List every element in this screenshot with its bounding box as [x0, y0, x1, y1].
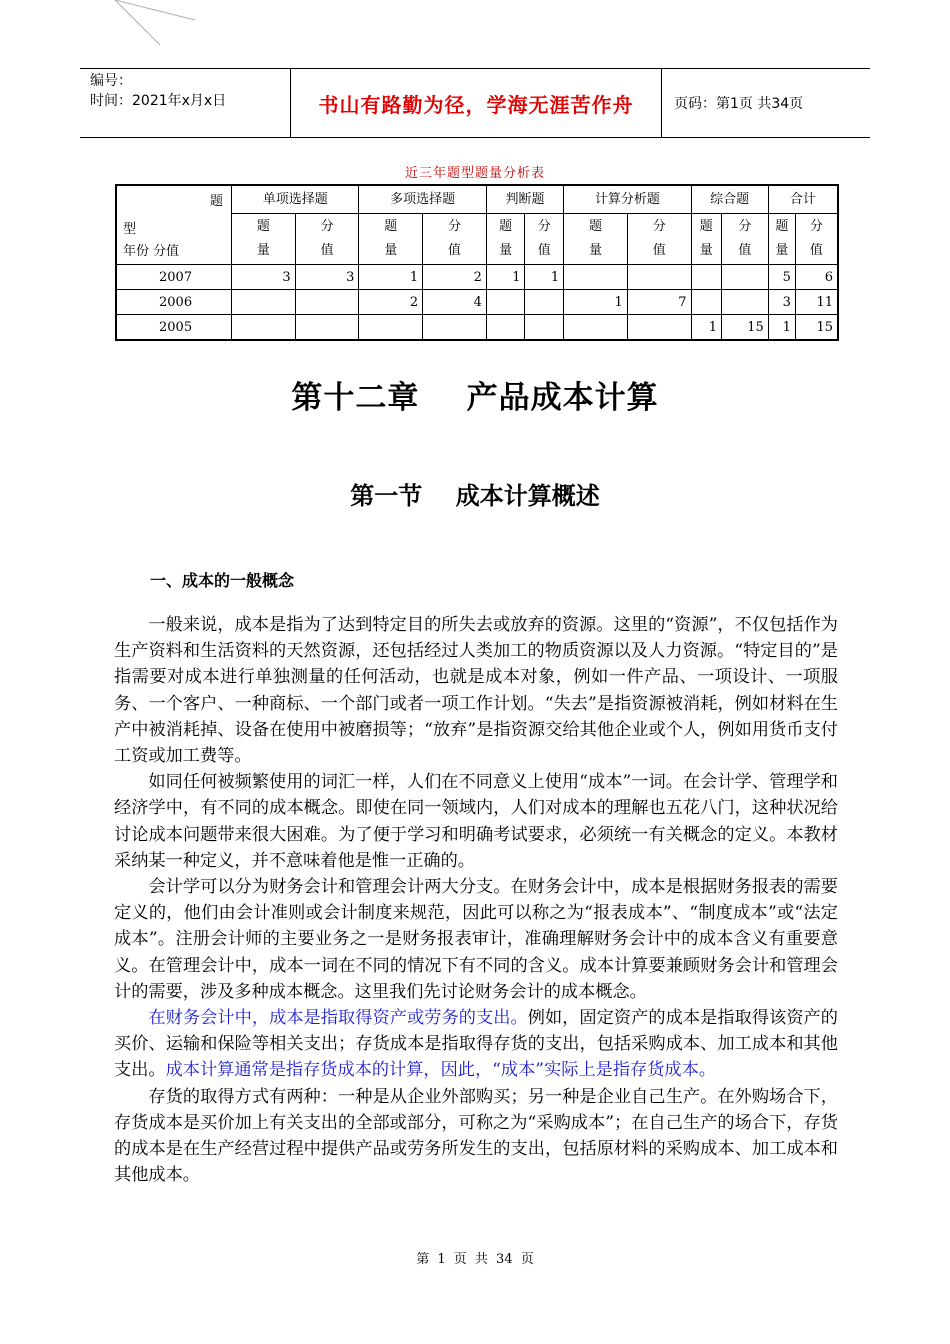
paragraph: 存货的取得方式有两种：一种是从企业外部购买；另一种是企业自己生产。在外购场合下，存货成本是买价加上有关支出的全部或部分，可称之为“采购成本”；在自己生产的场合下，存货的成本是在生产经营过程中提供产品或劳务所发生的支出，包括原材料的采购成本、加工成本和其他成本。 — [114, 1086, 838, 1186]
header-motto: 书山有路勤为径，学海无涯苦作舟 — [291, 69, 662, 137]
table-cell: 4 — [423, 290, 487, 315]
table-cell — [627, 315, 691, 341]
time-label: 时间：2021年x月x日 — [90, 93, 227, 109]
row-year: 2005 — [116, 315, 232, 341]
paragraph-text: 例如，固定资产的成本是指取得该资产的买价、运输和保险等相关支出；存货成本是指取得存货的支出，包括采购成本、加工成本和其他支出。 — [114, 1008, 838, 1081]
table-cell: 2 — [359, 290, 423, 315]
table-row — [116, 315, 838, 341]
table-cell — [525, 315, 564, 341]
corner-label-mid: 型 — [123, 222, 137, 237]
row-year: 2006 — [116, 290, 232, 315]
table-cell: 7 — [627, 290, 691, 315]
sub-header-score: 分 值 — [722, 214, 769, 265]
header-page-info: 页码：第1页 共34页 — [674, 96, 804, 112]
sub-header-score: 分 值 — [295, 214, 359, 265]
paragraph: 如同任何被频繁使用的词汇一样，人们在不同意义上使用“成本”一词。在会计学、管理学和经济学中，有不同的成本概念。即使在同一领域内，人们对成本的理解也五花八门，这种状况给讨论成本问题带来很大困难。为了便于学习和明确考试要求，必须统一有关概念的定义。本教材采纳某一种定义，并不意味着他是惟一正确的。 — [114, 772, 838, 871]
question-stats-table — [115, 184, 839, 341]
table-cell — [295, 290, 359, 315]
col-header-total: 合计 — [768, 185, 838, 214]
sub-header-score: 分 值 — [795, 214, 838, 265]
table-cell: 5 — [768, 265, 795, 290]
table-cell — [486, 315, 525, 341]
header-meta — [80, 69, 291, 137]
sub-header-count: 题 量 — [564, 214, 628, 265]
table-cell — [564, 315, 628, 341]
subsection-title: 一、成本的一般概念 — [150, 571, 295, 590]
table-cell: 2 — [423, 265, 487, 290]
page-footer: 第 1 页 共 34 页 — [416, 1252, 534, 1267]
table-cell — [564, 265, 628, 290]
table-caption: 近三年题型题量分析表 — [404, 166, 545, 181]
page-header — [80, 68, 870, 138]
chapter-title: 第十二章 产品成本计算 — [291, 380, 659, 416]
col-header-judgement: 判断题 — [486, 185, 563, 214]
sub-header-count: 题 量 — [359, 214, 423, 265]
table-cell — [423, 315, 487, 341]
table-cell — [691, 290, 721, 315]
paragraph: 一般来说，成本是指为了达到特定目的所失去或放弃的资源。这里的“资源”，不仅包括作为生产资料和生活资料的天然资源，还包括经过人类加工的物质资源以及人力资源。“特定目的”是指需要对成本进行单独测量的任何活动，也就是成本对象，例如一件产品、一项设计、一项服务、一个客户、一种商标、一个部门或者一项工作计划。“失去”是指资源被消耗，例如材料在生产中被消耗掉、设备在使用中被磨损等；“放弃”是指资源交给其他企业或个人，例如用货币支付工资或加工费等。 — [114, 615, 838, 767]
table-cell — [691, 265, 721, 290]
corner-decoration — [0, 0, 200, 60]
table-cell — [295, 315, 359, 341]
table-cell: 3 — [232, 265, 296, 290]
paragraph: 会计学可以分为财务会计和管理会计两大分支。在财务会计中，成本是根据财务报表的需要定义的，他们由会计准则或会计制度来规范，因此可以称之为“报表成本”、“制度成本”或“法定成本”。注册会计师的主要业务之一是财务报表审计，准确理解财务会计中的成本含义有重要意义。在管理会计中，成本一词在不同的情况下有不同的含义。成本计算要兼顾财务会计和管理会计的需要，涉及多种成本概念。这里我们先讨论财务会计的成本概念。 — [114, 877, 838, 1002]
col-header-comprehensive: 综合题 — [691, 185, 768, 214]
table-cell — [359, 315, 423, 341]
col-header-single-choice: 单项选择题 — [232, 185, 359, 214]
table-cell — [627, 265, 691, 290]
table-cell: 1 — [359, 265, 423, 290]
table-cell: 15 — [795, 315, 838, 341]
table-cell: 1 — [525, 265, 564, 290]
col-header-multi-choice: 多项选择题 — [359, 185, 486, 214]
sub-header-score: 分 值 — [423, 214, 487, 265]
sub-header-score: 分 值 — [525, 214, 564, 265]
table-cell: 3 — [295, 265, 359, 290]
table-cell: 1 — [691, 315, 721, 341]
table-cell: 3 — [768, 290, 795, 315]
paragraph — [114, 1005, 838, 1084]
table-cell: 1 — [564, 290, 628, 315]
table-cell — [232, 315, 296, 341]
serial-label: 编号： — [90, 73, 132, 89]
table-cell — [525, 290, 564, 315]
table-row — [116, 290, 838, 315]
highlight-text: 成本计算通常是指存货成本的计算，因此，“成本”实际上是指存货成本。 — [165, 1060, 716, 1081]
table-cell: 1 — [486, 265, 525, 290]
table-cell — [722, 290, 769, 315]
body-text — [114, 612, 838, 1188]
sub-header-count: 题 量 — [232, 214, 296, 265]
table-row — [116, 265, 838, 290]
table-cell: 11 — [795, 290, 838, 315]
row-year: 2007 — [116, 265, 232, 290]
table-cell: 6 — [795, 265, 838, 290]
highlight-text: 在财务会计中，成本是指取得资产或劳务的支出。 — [148, 1008, 528, 1029]
table-cell: 1 — [768, 315, 795, 341]
table-corner-cell — [116, 185, 232, 265]
sub-header-score: 分 值 — [627, 214, 691, 265]
col-header-calculation: 计算分析题 — [564, 185, 691, 214]
table-cell — [486, 290, 525, 315]
corner-label-top: 题 — [209, 194, 223, 209]
section-title: 第一节 成本计算概述 — [350, 482, 600, 510]
table-cell — [722, 265, 769, 290]
table-cell: 15 — [722, 315, 769, 341]
sub-header-count: 题 量 — [486, 214, 525, 265]
sub-header-count: 题 量 — [768, 214, 795, 265]
table-cell — [232, 290, 296, 315]
sub-header-count: 题 量 — [691, 214, 721, 265]
corner-label-bottom: 年份 分值 — [123, 244, 180, 259]
